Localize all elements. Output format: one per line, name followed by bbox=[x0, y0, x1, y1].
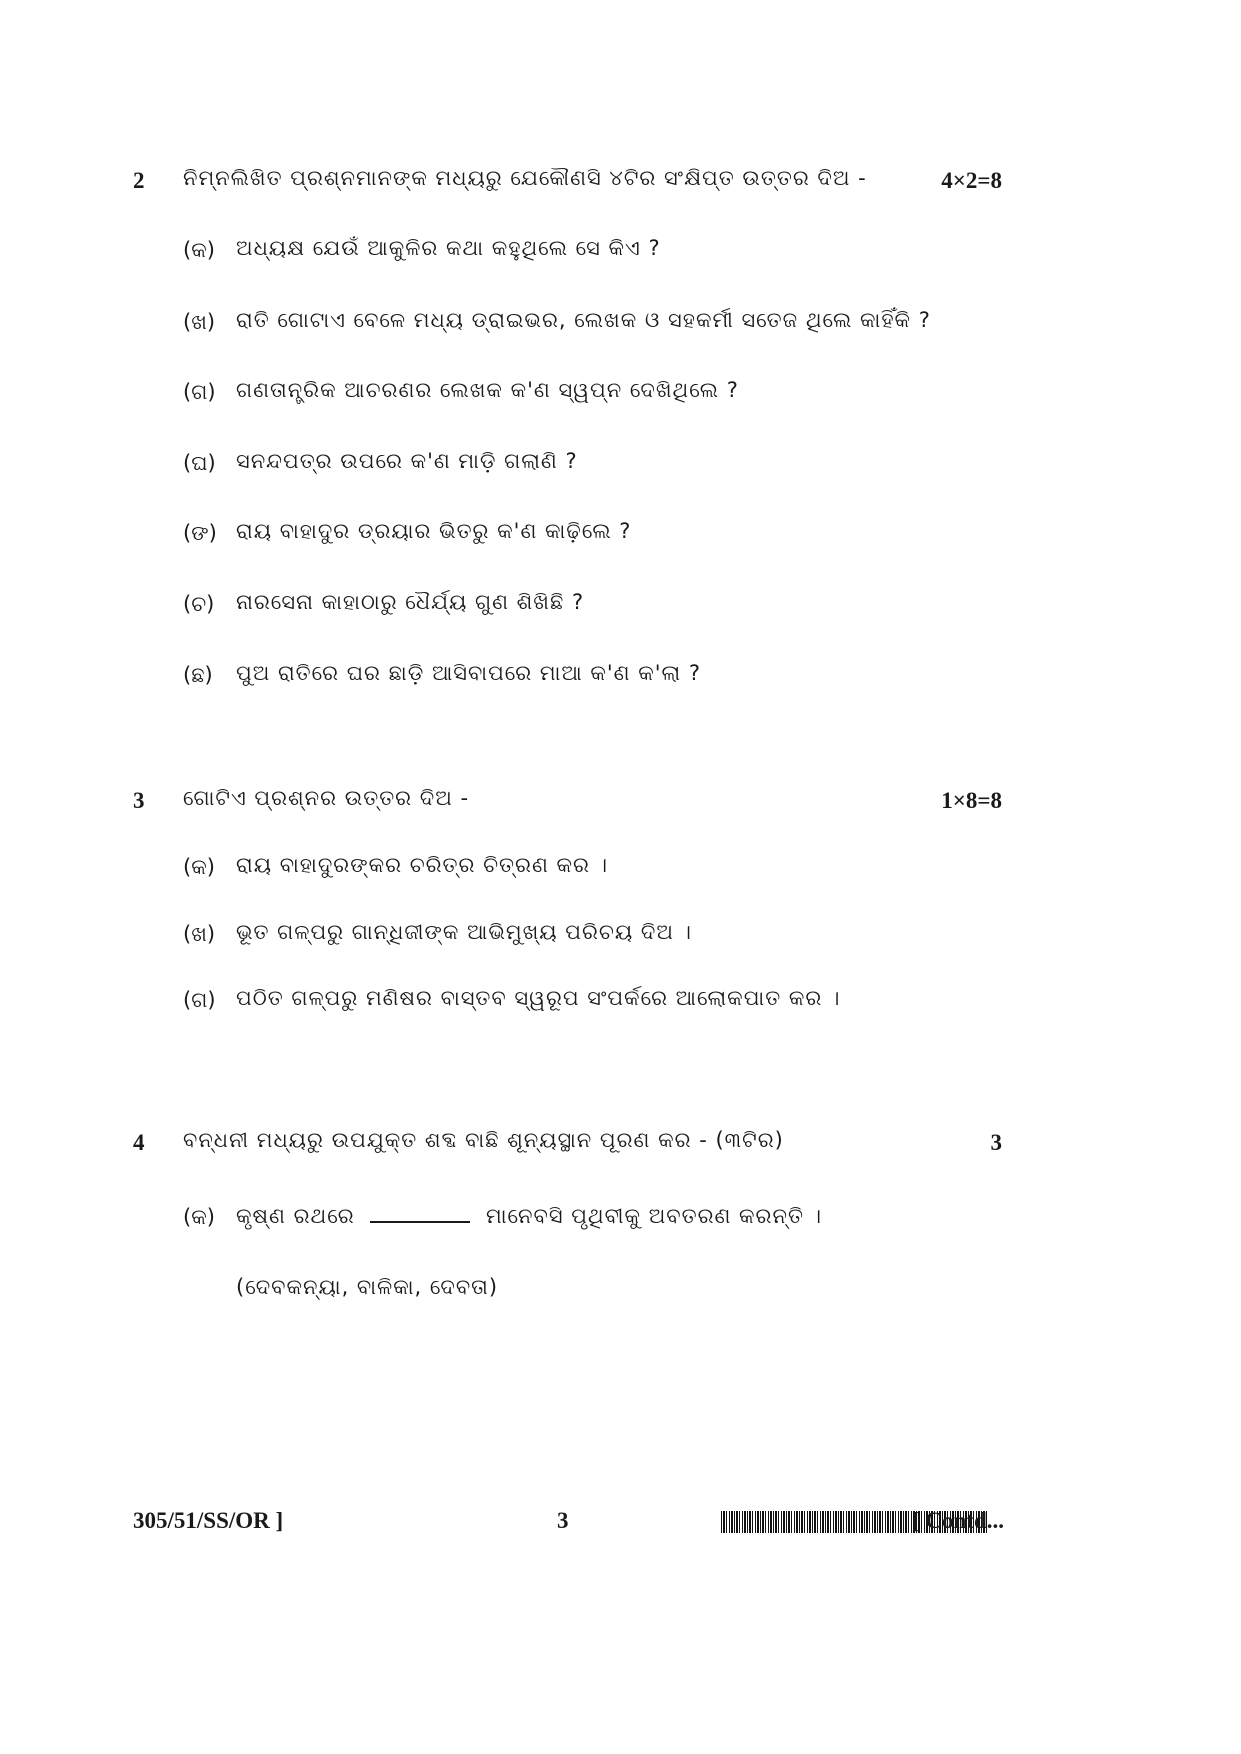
question-number: 4 bbox=[133, 1130, 145, 1155]
question-marks: 4×2=8 bbox=[941, 168, 1002, 193]
sub-question-label: (କ) bbox=[183, 238, 215, 262]
sub-question-label: (ଗ) bbox=[183, 380, 216, 404]
question-number: 3 bbox=[133, 788, 145, 813]
sub-question-label: (ଛ) bbox=[183, 663, 213, 687]
sub-question-label: (ଗ) bbox=[183, 988, 216, 1012]
question-text: ଗୋଟିଏ ପ୍ରଶ୍ନର ଉତ୍ତର ଦିଅ - bbox=[183, 786, 470, 810]
question-text: ବନ୍ଧନୀ ମଧ୍ୟରୁ ଉପଯୁକ୍ତ ଶବ୍ଦ ବାଛି ଶୂନ୍ୟସ୍ଥାନ ପୂରଣ କର - (୩ଟିର) bbox=[183, 1128, 784, 1152]
question-marks: 1×8=8 bbox=[941, 788, 1002, 813]
sub-question-text: ପଠିତ ଗଳ୍ପରୁ ମଣିଷର ବାସ୍ତବ ସ୍ୱରୂପ ସଂପର୍କରେ ଆଲୋକପାତ କର । bbox=[236, 986, 841, 1010]
answer-options: (ଦେବକନ୍ୟା, ବାଳିକା, ଦେବତା) bbox=[236, 1275, 499, 1299]
paper-code: 305/51/SS/OR ] bbox=[133, 1508, 284, 1533]
sub-question-label: (କ) bbox=[183, 855, 215, 879]
sub-question-text: ନାରସେନା କାହାଠାରୁ ଧୈର୍ଯ୍ୟ ଗୁଣ ଶିଖିଛି ? bbox=[236, 590, 585, 614]
question-text: ନିମ୍ନଲିଖିତ ପ୍ରଶ୍ନମାନଙ୍କ ମଧ୍ୟରୁ ଯେକୌଣସି ୪ଟିର ସଂକ୍ଷିପ୍ତ ଉତ୍ତର ଦିଅ - bbox=[183, 166, 867, 190]
continued-label: [ Contd... bbox=[912, 1508, 1005, 1533]
sub-question-label: (ଚ) bbox=[183, 592, 215, 616]
sub-question-text: ରାତି ଗୋଟାଏ ବେଳେ ମଧ୍ୟ ଡ୍ରାଇଭର, ଲେଖକ ଓ ସହକର୍ମୀ ସତେଜ ଥିଲେ କାହିଁକି ? bbox=[236, 308, 931, 332]
sub-question-label: (ଖ) bbox=[183, 922, 216, 946]
sub-question-label: (କ) bbox=[183, 1205, 215, 1229]
question-marks: 3 bbox=[990, 1130, 1002, 1155]
sentence-after-blank: ମାନେବସି ପୃଥିବୀକୁ ଅବତରଣ କରନ୍ତି । bbox=[486, 1204, 823, 1228]
sub-question-text: ଭୂତ ଗଳ୍ପରୁ ଗାନ୍ଧିଜୀଙ୍କ ଆଭିମୁଖ୍ୟ ପରିଚୟ ଦିଅ । bbox=[236, 920, 693, 944]
sub-question-label: (ଙ) bbox=[183, 521, 217, 545]
sentence-before-blank: କୃଷ୍ଣ ରଥରେ bbox=[236, 1204, 355, 1228]
sub-question-label: (ଘ) bbox=[183, 451, 216, 475]
sub-question-text: ରାୟ ବାହାଦୁର ଡ୍ରୟାର ଭିତରୁ କ'ଣ କାଢ଼ିଲେ ? bbox=[236, 519, 632, 543]
sub-question-text: ଅଧ୍ୟକ୍ଷ ଯେଉଁ ଆକୁଳିର କଥା କହୁଥିଲେ ସେ କିଏ ? bbox=[236, 236, 661, 260]
fill-in-blank-sentence bbox=[236, 1203, 822, 1229]
question-number: 2 bbox=[133, 168, 145, 193]
page-number: 3 bbox=[557, 1508, 569, 1533]
sub-question-text: ରାୟ ବାହାଦୁରଙ୍କର ଚରିତ୍ର ଚିତ୍ରଣ କର । bbox=[236, 853, 609, 877]
sub-question-text: ସନନ୍ଦପତ୍ର ଉପରେ କ'ଣ ମାଡ଼ି ଗଲାଣି ? bbox=[236, 449, 578, 473]
sub-question-label: (ଖ) bbox=[183, 310, 216, 334]
answer-blank bbox=[370, 1203, 470, 1223]
sub-question-text: ପୁଅ ରାତିରେ ଘର ଛାଡ଼ି ଆସିବାପରେ ମାଆ କ'ଣ କ'ଲା ? bbox=[236, 661, 701, 685]
sub-question-text: ଗଣତାନ୍ତ୍ରିକ ଆଚରଣର ଲେଖକ କ'ଣ ସ୍ୱପ୍ନ ଦେଖିଥିଲେ ? bbox=[236, 378, 739, 402]
